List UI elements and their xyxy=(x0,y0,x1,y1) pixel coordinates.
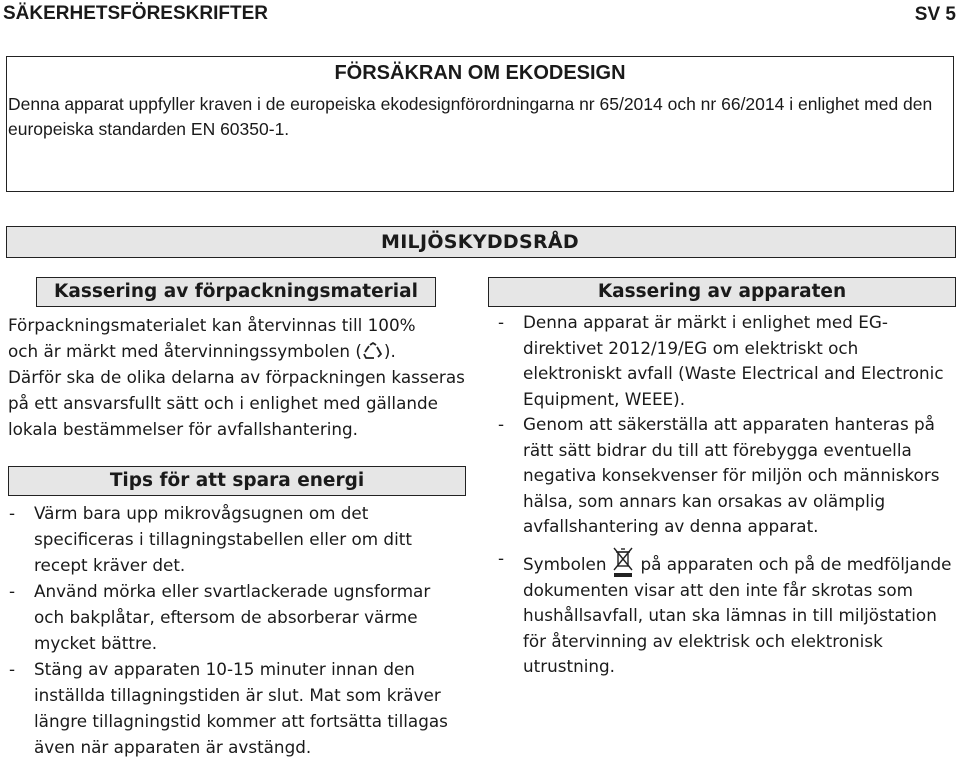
appliance-item-2: - Genom att säkerställa att apparaten hanteras på rätt sätt bidrar du till att förebygga eventuella negativa konsekvenser för miljön och människors hälsa, som annars kan orsakas av olämplig avfallshantering av denna apparat. xyxy=(497,412,952,540)
appliance-item-3-end: på apparaten och på de medföljande dokumenten visar att den inte får skrotas som hushållsavfall, utan ska lämnas in till miljöstation för återvinning av elektrisk och elektronisk utrustning. xyxy=(523,553,952,676)
ecodesign-title: FÖRSÄKRAN OM EKODESIGN xyxy=(334,62,626,84)
appliance-item-3 xyxy=(497,546,952,680)
packaging-heading: Kassering av förpackningsmaterial xyxy=(36,277,436,307)
page-header xyxy=(0,0,960,30)
environment-title: MILJÖSKYDDSRÅD xyxy=(380,231,579,253)
crossed-bin-icon xyxy=(612,546,634,578)
packaging-text xyxy=(8,312,478,442)
tips-list xyxy=(8,500,463,760)
tips-item-2: - Använd mörka eller svartlackerade ugnsformar och bakplåtar, eftersom de absorberar värme mycket bättre. xyxy=(8,578,463,656)
page-number: SV 5 xyxy=(914,4,956,25)
tips-list-container xyxy=(8,500,463,760)
appliance-item-3-start: Symbolen xyxy=(523,553,607,574)
appliance-text xyxy=(497,310,952,680)
tips-item-3: - Stäng av apparaten 10-15 minuter innan den inställda tillagningstiden är slut. Mat som kräver längre tillagningstid kommer att fortsätta tillagas även när apparaten är avstängd. xyxy=(8,656,463,760)
ecodesign-text: Denna apparat uppfyller kraven i de europeiska ekodesignförordningarna nr 65/2014 och nr 66/2014 i enlighet med den europeiska standarden EN 60350-1. xyxy=(8,94,933,139)
appliance-item-1: - Denna apparat är märkt i enlighet med EG-direktivet 2012/19/EG om elektriskt och elektroniskt avfall (Waste Electrical and Electronic Equipment, WEEE). xyxy=(497,310,952,412)
packaging-line-1: Förpackningsmaterialet kan återvinnas till 100% xyxy=(8,315,416,335)
tips-heading: Tips för att spara energi xyxy=(8,466,466,496)
appliance-heading: Kassering av apparaten xyxy=(488,277,956,307)
recycle-icon xyxy=(362,341,384,359)
packaging-line-2-end: ). xyxy=(383,341,396,361)
packaging-rest: Därför ska de olika delarna av förpackningen kasseras på ett ansvarsfullt sätt och i enlighet med gällande lokala bestämmelser för avfallshantering. xyxy=(8,367,465,439)
packaging-line-2-start: och är märkt med återvinningssymbolen ( xyxy=(8,341,362,361)
packaging-line-2 xyxy=(8,338,478,364)
section-title: SÄKERHETSFÖRESKRIFTER xyxy=(3,3,268,24)
tips-item-1: - Värm bara upp mikrovågsugnen om det specificeras i tillagningstabellen eller om ditt recept kräver det. xyxy=(8,500,463,578)
appliance-list xyxy=(497,310,952,680)
